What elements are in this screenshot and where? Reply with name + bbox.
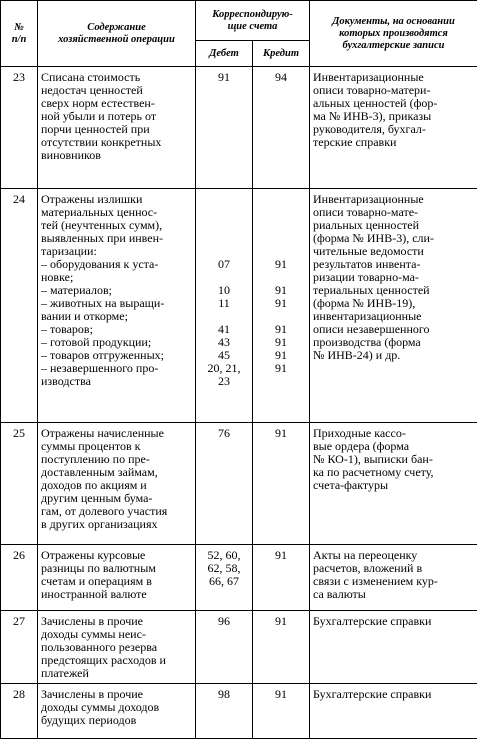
debit-account: 52, 60, 62, 58, 66, 67 [196, 545, 253, 611]
row-number: 24 [1, 189, 38, 423]
source-documents: Инвентаризационные описи товарно-матери- альных ценностей (фор- ма № ИНВ-3), приказы руководителя, бухгал- терские справки [310, 67, 477, 189]
operation-content: Отражены курсовые разницы по валютным счетам и операциям в иностранной валюте [38, 545, 196, 611]
source-documents: Приходные кассо- вые ордера (форма № КО-1), выписки бан- ка по расчетному счету, счета-фактуры [310, 423, 477, 545]
debit-account: 96 [196, 611, 253, 684]
table-body [1, 67, 477, 739]
header-content: Содержание хозяйственной операции [38, 1, 196, 67]
table-row [1, 684, 477, 739]
credit-account: 91 [253, 545, 310, 611]
row-number: 28 [1, 684, 38, 739]
row-number: 26 [1, 545, 38, 611]
header-credit: Кредит [253, 41, 310, 67]
header-num: № п/п [1, 1, 38, 67]
debit-account: 76 [196, 423, 253, 545]
credit-account: 94 [253, 67, 310, 189]
source-documents: Инвентаризационные описи товарно-мате- риальных ценностей (форма № ИНВ-3), сли- чительные ведомости результатов инвента- ризации товарно-ма- териальных ценностей (форма № ИНВ-19), инвентаризационные описи незавершенного производства (форма № ИНВ-24) и др. [310, 189, 477, 423]
source-documents: Бухгалтерские справки [310, 611, 477, 684]
operation-content: Зачислены в прочие доходы суммы неис- пользованного резерва предстоящих расходов и платежей [38, 611, 196, 684]
table-row [1, 423, 477, 545]
source-documents: Бухгалтерские справки [310, 684, 477, 739]
source-documents: Акты на переоценку расчетов, вложений в связи с изменением кур- са валюты [310, 545, 477, 611]
row-number: 25 [1, 423, 38, 545]
header-debit: Дебет [196, 41, 253, 67]
table-row [1, 189, 477, 423]
debit-account: 98 [196, 684, 253, 739]
credit-account: 91 [253, 684, 310, 739]
operation-content: Списана стоимость недостач ценностей сверх норм естествен- ной убыли и потерь от порчи ценностей при отсутствии конкретных виновников [38, 67, 196, 189]
header-row [1, 1, 477, 41]
table-row [1, 67, 477, 189]
row-number: 27 [1, 611, 38, 684]
credit-account: 91 [253, 611, 310, 684]
table-row [1, 545, 477, 611]
debit-account: 07 10 11 41 43 45 20, 21, 23 [196, 189, 253, 423]
operation-content: Отражены излишки материальных ценнос- тей (неучтенных сумм), выявленных при инвен- таризации: – оборудования к уста- новке; – материалов; – животных на выращи- вании и откорме; – товаров; – готовой продукции; – товаров отгруженных; – незавершенного про- изводства [38, 189, 196, 423]
operation-content: Зачислены в прочие доходы суммы доходов будущих периодов [38, 684, 196, 739]
header-corresponding-accounts: Корреспондирую- щие счета [196, 1, 310, 41]
row-number: 23 [1, 67, 38, 189]
credit-account: 91 [253, 423, 310, 545]
header-documents: Документы, на основании которых производятся бухгалтерские записи [310, 1, 477, 67]
operation-content: Отражены начисленные суммы процентов к поступлению по пре- доставленным займам, доходов по акциям и другим ценным бума- гам, от долевого участия в других организациях [38, 423, 196, 545]
debit-account: 91 [196, 67, 253, 189]
credit-account: 91 91 91 91 91 91 91 [253, 189, 310, 423]
table-row [1, 611, 477, 684]
